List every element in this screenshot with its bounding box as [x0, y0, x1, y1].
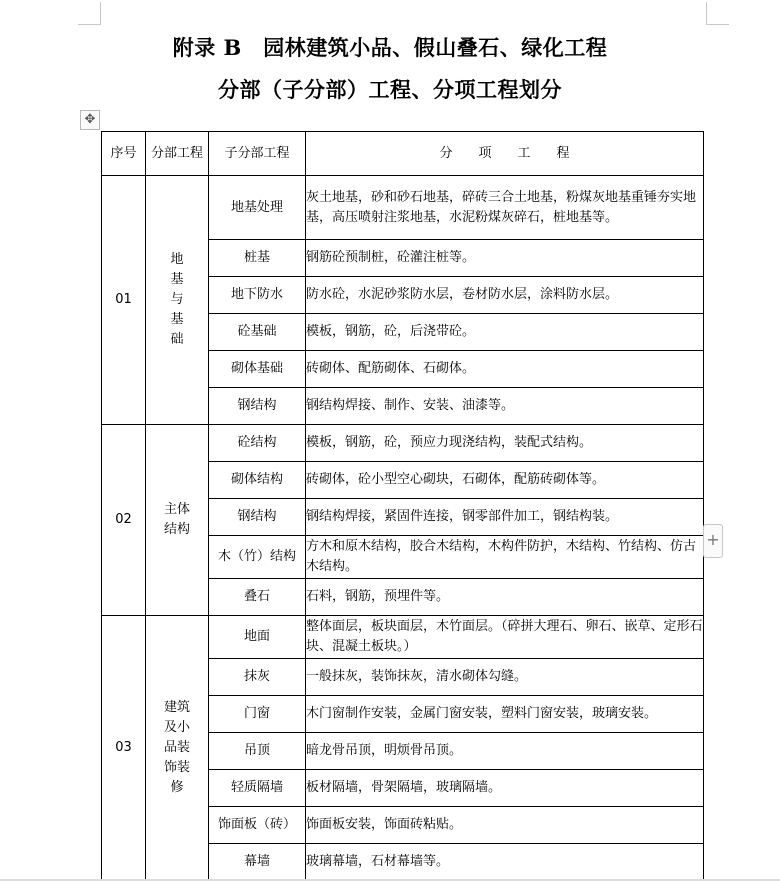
- item-list: 防水砼，水泥砂浆防水层，卷材防水层，涂料防水层。: [306, 277, 704, 314]
- item-list: 暗龙骨吊顶，明烦骨吊顶。: [306, 733, 704, 770]
- subdivision-name: 钢结构: [209, 499, 306, 536]
- item-list: 一般抹灰，装饰抹灰，清水砌体勾缝。: [306, 659, 704, 696]
- division-label: 主体结构: [163, 502, 190, 537]
- table-row: [102, 616, 704, 659]
- item-list: 钢筋砼预制桩，砼灌注桩等。: [306, 240, 704, 277]
- item-list: 砖砌体、配筋砌体、石砌体。: [306, 351, 704, 388]
- subdivision-name: 叠石: [209, 579, 306, 616]
- subdivision-name: 幕墙: [209, 844, 306, 881]
- subdivision-name: 钢结构: [209, 388, 306, 425]
- division-name: [146, 425, 209, 616]
- subdivision-name: 砼基础: [209, 314, 306, 351]
- row-seq-number: 03: [102, 616, 146, 881]
- table-move-handle-icon[interactable]: ✥: [80, 110, 100, 130]
- item-list: 板材隔墙，骨架隔墙，玻璃隔墙。: [306, 770, 704, 807]
- header-seq: 序号: [102, 132, 146, 176]
- subdivision-name: 地基处理: [209, 176, 306, 240]
- subdivision-name: 地下防水: [209, 277, 306, 314]
- table-header-row: [102, 132, 704, 176]
- subdivision-name: 门窗: [209, 696, 306, 733]
- item-list: 整体面层，板块面层，木竹面层。（碎拼大理石、卵石、嵌草、定形石块、混凝土板块。）: [306, 616, 704, 659]
- subdivision-name: 吊顶: [209, 733, 306, 770]
- header-items: 分 项 工 程: [306, 132, 704, 176]
- table-row: [102, 425, 704, 462]
- row-seq-number: 02: [102, 425, 146, 616]
- header-division: 分部工程: [146, 132, 209, 176]
- subdivision-name: 饰面板（砖）: [209, 807, 306, 844]
- item-list: 模板，钢筋，砼，预应力现浇结构，装配式结构。: [306, 425, 704, 462]
- add-column-icon[interactable]: +: [703, 524, 723, 558]
- subdivision-name: 砌体基础: [209, 351, 306, 388]
- subdivision-name: 砼结构: [209, 425, 306, 462]
- subdivision-name: 地面: [209, 616, 306, 659]
- item-list: 模板，钢筋，砼，后浇带砼。: [306, 314, 704, 351]
- page-corner-mark-right: [706, 2, 729, 25]
- item-list: 砖砌体，砼小型空心砌块，石砌体，配筋砖砌体等。: [306, 462, 704, 499]
- item-list: 石料，钢筋，预埋件等。: [306, 579, 704, 616]
- division-name: [146, 616, 209, 881]
- subdivision-name: 砌体结构: [209, 462, 306, 499]
- subdivision-name: 抹灰: [209, 659, 306, 696]
- subdivision-name: 木（竹）结构: [209, 536, 306, 579]
- division-name: [146, 176, 209, 425]
- item-list: 钢结构焊接，紧固件连接，钢零部件加工，钢结构装。: [306, 499, 704, 536]
- document-title-line2: 分部（子分部）工程、分项工程划分: [218, 77, 562, 102]
- division-label: 建筑及小品装饰装修: [163, 700, 190, 795]
- item-list: 玻璃幕墙，石材幕墙等。: [306, 844, 704, 881]
- item-list: 木门窗制作安装，金属门窗安装，塑料门窗安装，玻璃安装。: [306, 696, 704, 733]
- table-row: [102, 176, 704, 240]
- item-list: 饰面板安装，饰面砖粘贴。: [306, 807, 704, 844]
- item-list: 方木和原木结构，胶合木结构，木构件防护，木结构、竹结构、仿古木结构。: [306, 536, 704, 579]
- header-subdivision: 子分部工程: [209, 132, 306, 176]
- page-corner-mark-left: [78, 2, 101, 25]
- subdivision-name: 轻质隔墙: [209, 770, 306, 807]
- item-list: 钢结构焊接、制作、安装、油漆等。: [306, 388, 704, 425]
- subdivision-name: 桩基: [209, 240, 306, 277]
- division-table: [101, 131, 704, 881]
- division-label: 地基与基础: [170, 252, 184, 347]
- row-seq-number: 01: [102, 176, 146, 425]
- item-list: 灰土地基，砂和砂石地基，碎砖三合土地基，粉煤灰地基重锤夯实地基，高压喷射注浆地基，水泥粉煤灰碎石，桩地基等。: [306, 176, 704, 240]
- document-title-line1: 附录 B 园林建筑小品、假山叠石、绿化工程: [172, 35, 608, 60]
